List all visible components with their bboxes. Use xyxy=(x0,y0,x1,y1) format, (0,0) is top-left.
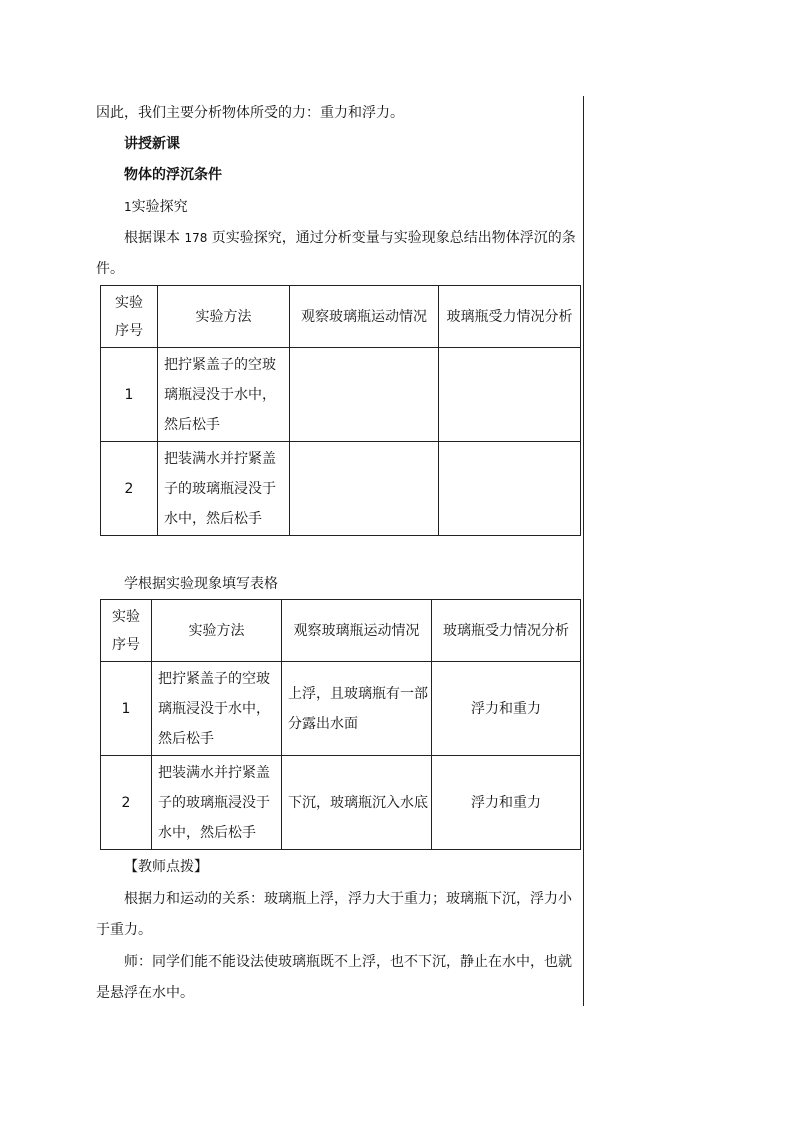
method-line: 把装满水并拧紧盖 xyxy=(158,764,270,781)
page-margin-rule xyxy=(583,96,584,1006)
method-line: 子的玻璃瓶浸没于 xyxy=(158,794,270,811)
table-row xyxy=(101,348,581,442)
method-line: 把拧紧盖子的空玻 xyxy=(164,356,276,373)
row-observe xyxy=(282,756,432,850)
method-line: 然后松手 xyxy=(164,416,220,433)
row-force-empty[interactable] xyxy=(439,348,581,442)
method-line: 水中，然后松手 xyxy=(164,510,262,527)
header-method: 实验方法 xyxy=(152,600,282,662)
observe-line: 下沉，玻璃瓶沉入水底 xyxy=(288,794,428,811)
table-header-row xyxy=(101,600,581,662)
table-row xyxy=(101,756,581,850)
method-line: 子的玻璃瓶浸没于 xyxy=(164,480,276,497)
header-seq-line1: 实验 xyxy=(112,608,140,625)
method-line: 璃瓶浸没于水中， xyxy=(158,700,270,717)
row-force: 浮力和重力 xyxy=(432,756,581,850)
header-seq-line1: 实验 xyxy=(115,294,143,311)
header-observe: 观察玻璃瓶运动情况 xyxy=(290,286,439,348)
row-observe-empty[interactable] xyxy=(290,442,439,536)
header-force: 玻璃瓶受力情况分析 xyxy=(432,600,581,662)
method-line: 然后松手 xyxy=(158,730,214,747)
row-seq: 1 xyxy=(101,348,158,442)
row-method xyxy=(158,442,290,536)
row-observe xyxy=(282,662,432,756)
table-row xyxy=(101,442,581,536)
experiment-table-filled xyxy=(100,599,581,850)
teacher-tip-heading: 【教师点拨】 xyxy=(124,859,208,875)
instruction-line-1 xyxy=(124,228,576,248)
method-line: 把装满水并拧紧盖 xyxy=(164,450,276,467)
instruction-page-number: 178 xyxy=(184,231,208,245)
teacher-said-line-1: 师：同学们能不能设法使玻璃瓶既不上浮，也不下沉，静止在水中，也就 xyxy=(124,954,572,970)
header-seq-line2: 序号 xyxy=(112,636,140,653)
header-seq-line2: 序号 xyxy=(115,322,143,339)
row-seq: 1 xyxy=(101,662,152,756)
header-force: 玻璃瓶受力情况分析 xyxy=(439,286,581,348)
intro-text: 因此，我们主要分析物体所受的力：重力和浮力。 xyxy=(96,105,404,121)
experiment-table-blank xyxy=(100,285,581,536)
heading-number: 1 xyxy=(124,200,132,214)
table-header-row xyxy=(101,286,581,348)
row-seq: 2 xyxy=(101,756,152,850)
header-observe: 观察玻璃瓶运动情况 xyxy=(282,600,432,662)
teacher-said-line-2: 是悬浮在水中。 xyxy=(96,985,194,1001)
row-seq: 2 xyxy=(101,442,158,536)
header-method: 实验方法 xyxy=(158,286,290,348)
table2-caption: 学根据实验现象填写表格 xyxy=(124,576,278,592)
instruction-prefix: 根据课本 xyxy=(124,230,185,246)
method-line: 把拧紧盖子的空玻 xyxy=(158,670,270,687)
relation-line-2: 于重力。 xyxy=(96,922,152,938)
relation-line-1: 根据力和运动的关系：玻璃瓶上浮，浮力大于重力；玻璃瓶下沉，浮力小 xyxy=(124,891,572,907)
row-method xyxy=(152,662,282,756)
heading-float-sink-conditions: 物体的浮沉条件 xyxy=(124,167,222,183)
row-force: 浮力和重力 xyxy=(432,662,581,756)
table-row xyxy=(101,662,581,756)
row-force-empty[interactable] xyxy=(439,442,581,536)
heading-experiment-explore xyxy=(124,197,188,217)
row-method xyxy=(152,756,282,850)
row-observe-empty[interactable] xyxy=(290,348,439,442)
observe-line: 上浮，且玻璃瓶有一部 xyxy=(288,685,428,702)
header-seq xyxy=(101,286,158,348)
header-seq xyxy=(101,600,152,662)
heading-new-lesson: 讲授新课 xyxy=(124,136,180,152)
row-method xyxy=(158,348,290,442)
method-line: 水中，然后松手 xyxy=(158,824,256,841)
instruction-line-2: 件。 xyxy=(96,261,124,277)
observe-line: 分露出水面 xyxy=(288,715,358,732)
heading-text: 实验探究 xyxy=(131,199,188,215)
method-line: 璃瓶浸没于水中， xyxy=(164,386,276,403)
instruction-suffix: 页实验探究，通过分析变量与实验现象总结出物体浮沉的条 xyxy=(207,230,576,246)
